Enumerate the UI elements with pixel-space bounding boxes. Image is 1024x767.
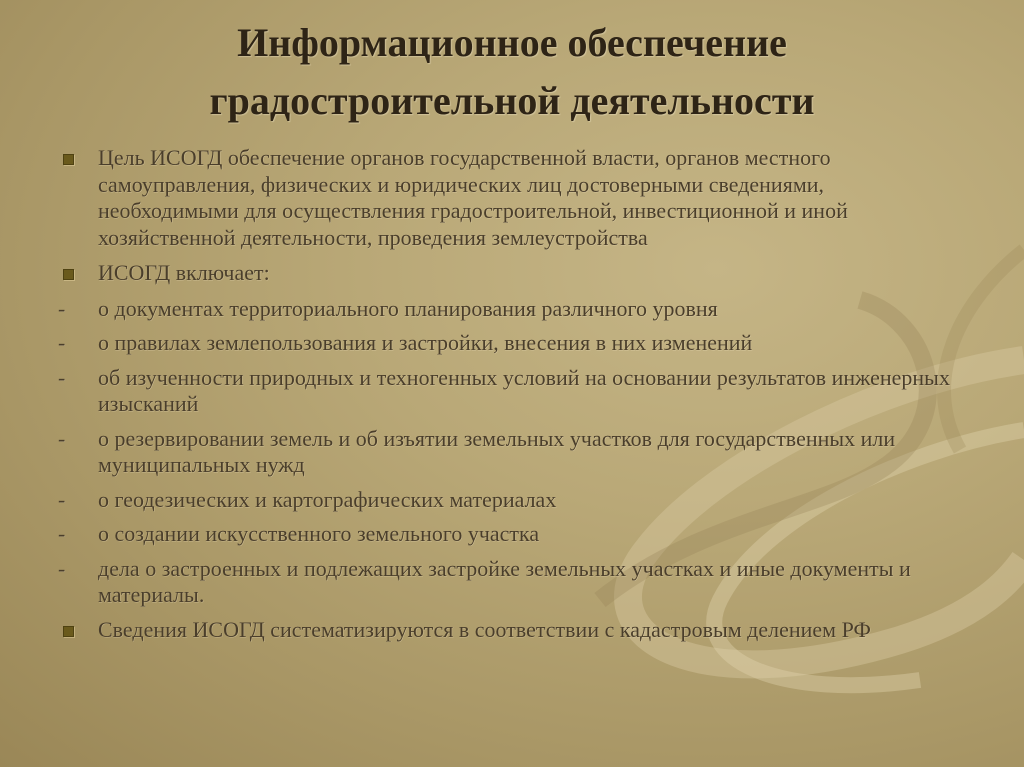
square-bullet-icon — [63, 626, 74, 637]
square-bullet-icon — [63, 154, 74, 165]
dash-list-item — [58, 365, 958, 418]
title-line-1: Информационное обеспечение — [237, 20, 787, 65]
dash-list-item — [58, 556, 958, 609]
list-item-text: о резервировании земель и об изъятии земельных участков для государственных или муниципальных нужд — [98, 425, 896, 477]
list-item-text: о создании искусственного земельного участка — [98, 521, 540, 546]
dash-marker: - — [58, 555, 66, 581]
dash-list-item — [58, 330, 958, 357]
list-item-text: о геодезических и картографических материалах — [98, 486, 557, 512]
dash-marker: - — [58, 486, 66, 512]
dash-list-item — [58, 426, 958, 479]
slide-body — [58, 145, 958, 652]
bullet-text: Цель ИСОГД обеспечение органов государственной власти, органов местного самоуправления, физических и юридических лиц достоверными сведениями, необходимыми для осуществления градостроительной, инвестиционной и иной хозяйственной деятельности, проведения землеустройства — [98, 145, 848, 250]
bullet-text: Сведения ИСОГД систематизируются в соответствии с кадастровым делением РФ — [98, 616, 871, 642]
slide-title — [60, 14, 964, 130]
dash-marker: - — [58, 364, 66, 390]
dash-marker: - — [58, 330, 66, 355]
bullet-item-goal — [58, 145, 958, 251]
dash-list-item — [58, 521, 958, 548]
square-bullet-icon — [63, 269, 74, 280]
dash-list-item — [58, 487, 958, 514]
title-line-2: градостроительной деятельности — [209, 78, 815, 123]
bullet-text: ИСОГД включает: — [98, 260, 270, 285]
dash-marker: - — [58, 295, 66, 321]
list-item-text: дела о застроенных и подлежащих застройке земельных участках и иные документы и материалы. — [98, 555, 911, 607]
list-item-text: о документах территориального планирования различного уровня — [98, 295, 718, 321]
bullet-item-systematization — [58, 617, 958, 644]
dash-marker: - — [58, 425, 66, 451]
dash-marker: - — [58, 521, 66, 546]
list-item-text: об изученности природных и техногенных условий на основании результатов инженерных изысканий — [98, 364, 950, 416]
bullet-item-includes — [58, 260, 958, 287]
list-item-text: о правилах землепользования и застройки, внесения в них изменений — [98, 330, 753, 355]
dash-list-item — [58, 296, 958, 323]
